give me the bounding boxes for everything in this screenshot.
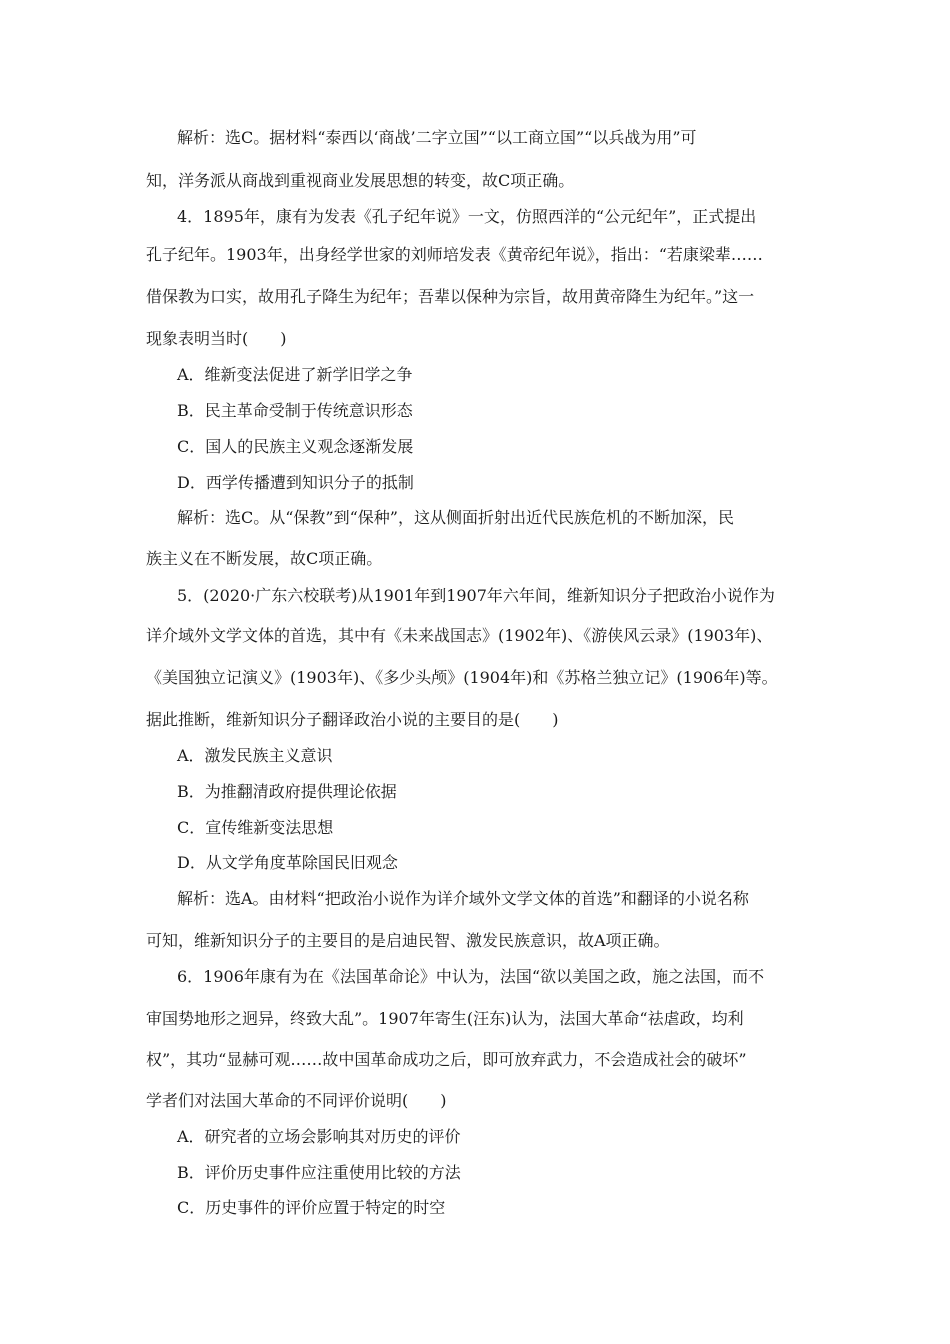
analysis-q3-line-2: 知，洋务派从商战到重视商业发展思想的转变，故C项正确。 bbox=[146, 171, 575, 190]
question-6-option-c: C．历史事件的评价应置于特定的时空 bbox=[177, 1198, 446, 1217]
question-6-line-2: 审国势地形之迥异，终致大乱”。1907年寄生(汪东)认为，法国大革命“祛虐政，均利 bbox=[146, 1009, 744, 1028]
question-4-option-d: D．西学传播遭到知识分子的抵制 bbox=[177, 473, 414, 492]
question-4-line-3: 借保教为口实，故用孔子降生为纪年；吾辈以保种为宗旨，故用黄帝降生为纪年。”这一 bbox=[146, 287, 755, 306]
question-5-line-1: 5．(2020·广东六校联考)从1901年到1907年六年间，维新知识分子把政治小说作为 bbox=[177, 586, 775, 605]
question-6-line-3: 权”，其功“显赫可观……故中国革命成功之后，即可放弃武力，不会造成社会的破坏” bbox=[146, 1050, 747, 1069]
analysis-q3-line-1: 解析：选C。据材料“泰西以‘商战’二字立国”“以工商立国”“以兵战为用”可 bbox=[177, 128, 697, 147]
question-5-line-3: 《美国独立记演义》(1903年)、《多少头颅》(1904年)和《苏格兰独立记》(1906年)等。 bbox=[146, 668, 778, 687]
question-4-option-c: C．国人的民族主义观念逐渐发展 bbox=[177, 437, 414, 456]
question-6-option-a: A．研究者的立场会影响其对历史的评价 bbox=[177, 1127, 461, 1146]
question-4-line-2: 孔子纪年。1903年，出身经学世家的刘师培发表《黄帝纪年说》，指出：“若康梁辈…… bbox=[146, 245, 763, 264]
analysis-q5-line-2: 可知，维新知识分子的主要目的是启迪民智、激发民族意识，故A项正确。 bbox=[146, 931, 670, 950]
question-4-line-1: 4．1895年，康有为发表《孔子纪年说》一文，仿照西洋的“公元纪年”，正式提出 bbox=[177, 207, 757, 226]
question-5-line-4: 据此推断，维新知识分子翻译政治小说的主要目的是( ) bbox=[146, 710, 559, 729]
question-5-option-b: B．为推翻清政府提供理论依据 bbox=[177, 782, 397, 801]
question-5-option-c: C．宣传维新变法思想 bbox=[177, 818, 334, 837]
question-4-option-b: B．民主革命受制于传统意识形态 bbox=[177, 401, 413, 420]
question-5-line-2: 详介域外文学文体的首选，其中有《未来战国志》(1902年)、《游侠风云录》(1903年)、 bbox=[146, 626, 773, 645]
question-5-option-a: A．激发民族主义意识 bbox=[177, 746, 333, 765]
question-6-line-4: 学者们对法国大革命的不同评价说明( ) bbox=[146, 1091, 447, 1110]
question-4-option-a: A．维新变法促进了新学旧学之争 bbox=[177, 365, 413, 384]
question-6-line-1: 6．1906年康有为在《法国革命论》中认为，法国“欲以美国之政，施之法国，而不 bbox=[177, 967, 765, 986]
analysis-q4-line-2: 族主义在不断发展，故C项正确。 bbox=[146, 549, 383, 568]
analysis-q5-line-1: 解析：选A。由材料“把政治小说作为详介域外文学文体的首选”和翻译的小说名称 bbox=[177, 889, 749, 908]
question-5-option-d: D．从文学角度革除国民旧观念 bbox=[177, 853, 398, 872]
analysis-q4-line-1: 解析：选C。从“保教”到“保种”，这从侧面折射出近代民族危机的不断加深，民 bbox=[177, 508, 734, 527]
question-4-line-4: 现象表明当时( ) bbox=[146, 329, 287, 348]
question-6-option-b: B．评价历史事件应注重使用比较的方法 bbox=[177, 1163, 461, 1182]
